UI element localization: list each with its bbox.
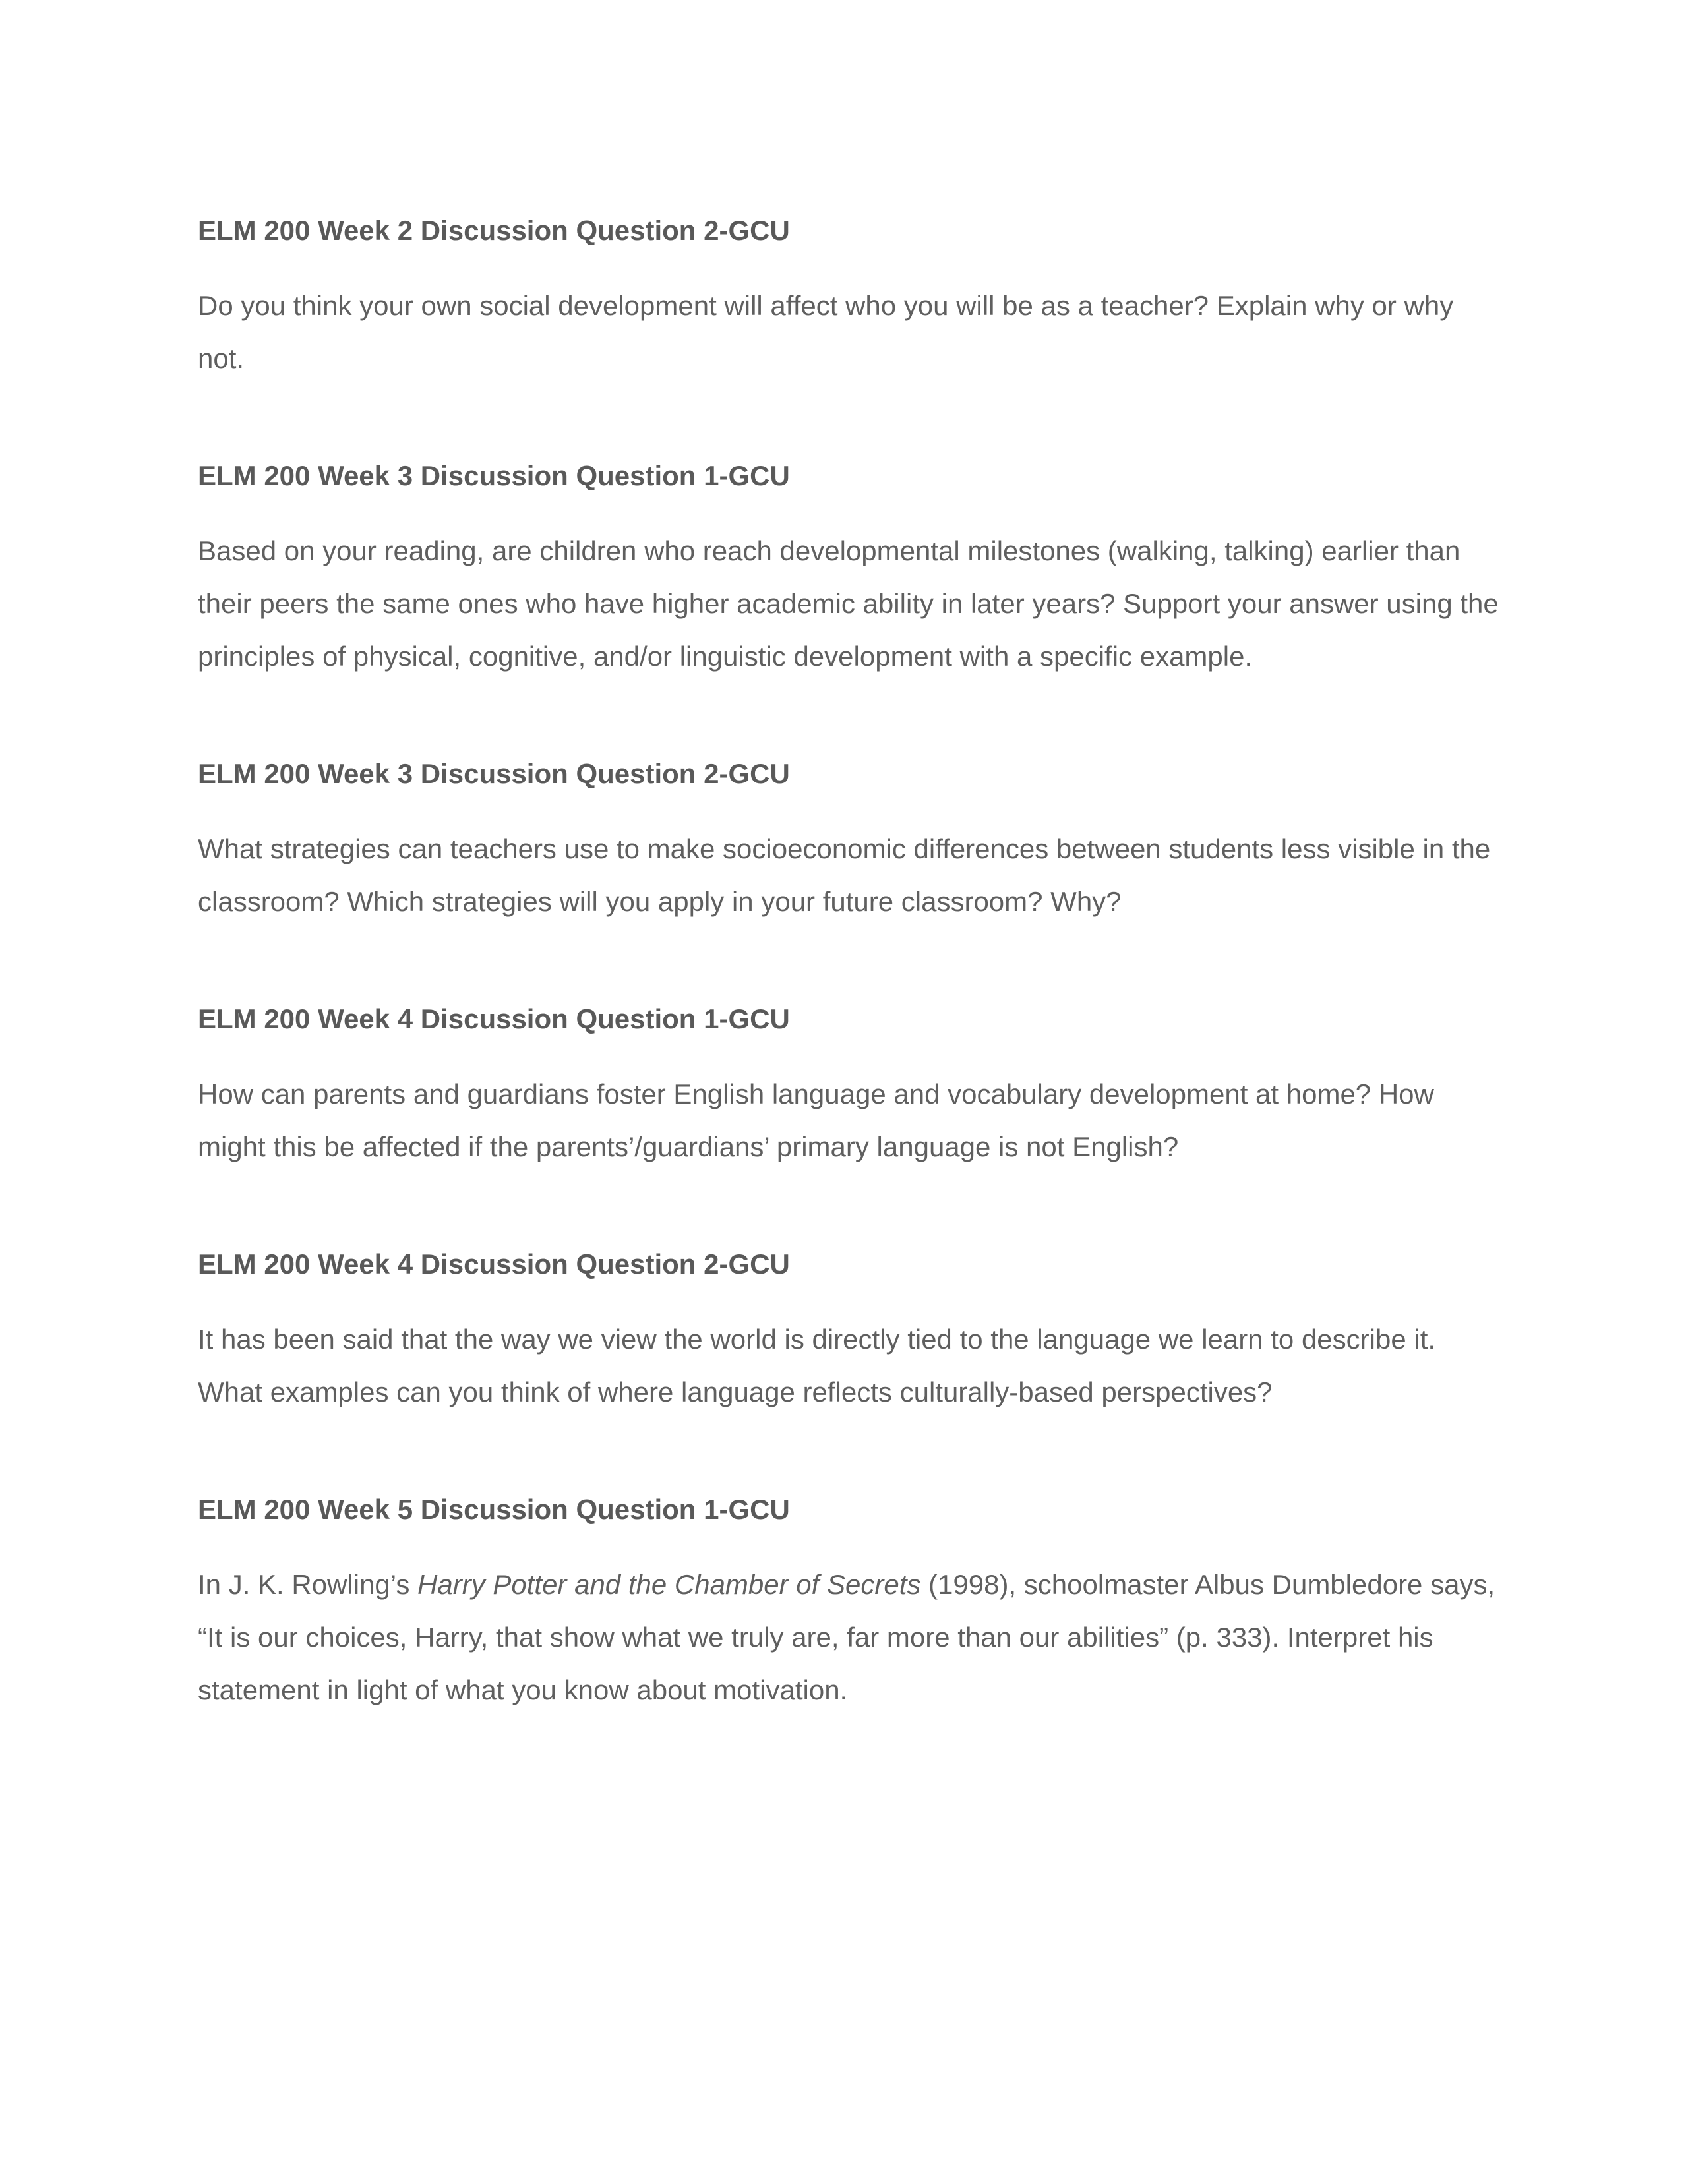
question-heading: ELM 200 Week 4 Discussion Question 2-GCU [198, 1249, 790, 1280]
question-text: How can parents and guardians foster English language and vocabulary development at home? How might this be affected if the parents’/guardians’ primary language is not English? [198, 1078, 1434, 1162]
book-title: Harry Potter and the Chamber of Secrets [417, 1569, 921, 1600]
question-text-suffix: (1998), schoolmaster Albus Dumbledore says, “It is our choices, Harry, that show what we truly are, far more than our abilities” (p. 333). Interpret his statement in light of what you know about motivation. [198, 1569, 1495, 1705]
question-heading: ELM 200 Week 3 Discussion Question 2-GCU [198, 758, 790, 789]
question-section [198, 1491, 1503, 1717]
document-content [198, 212, 1503, 1789]
question-section [198, 755, 1503, 928]
question-text-prefix: In J. K. Rowling’s [198, 1569, 418, 1600]
question-section [198, 1246, 1503, 1419]
question-text: Do you think your own social development will affect who you will be as a teacher? Explain why or why not. [198, 290, 1454, 374]
question-heading: ELM 200 Week 4 Discussion Question 1-GCU [198, 1003, 790, 1034]
question-text [198, 1558, 1503, 1717]
question-heading: ELM 200 Week 2 Discussion Question 2-GCU [198, 215, 790, 246]
question-section [198, 1001, 1503, 1173]
question-heading: ELM 200 Week 3 Discussion Question 1-GCU [198, 460, 790, 491]
question-section [198, 457, 1503, 683]
question-text: What strategies can teachers use to make socioeconomic differences between students less visible in the classroom? Which strategies will you apply in your future classroom? Why? [198, 833, 1491, 917]
question-text: Based on your reading, are children who reach developmental milestones (walking, talking) earlier than their peers the same ones who have higher academic ability in later years? Support your answer using the principles of physical, cognitive, and/or linguistic development with a specific example. [198, 535, 1499, 672]
question-heading: ELM 200 Week 5 Discussion Question 1-GCU [198, 1494, 790, 1525]
question-text: It has been said that the way we view the world is directly tied to the language we learn to describe it. What examples can you think of where language reflects culturally-based perspectives? [198, 1324, 1436, 1407]
question-section [198, 212, 1503, 385]
